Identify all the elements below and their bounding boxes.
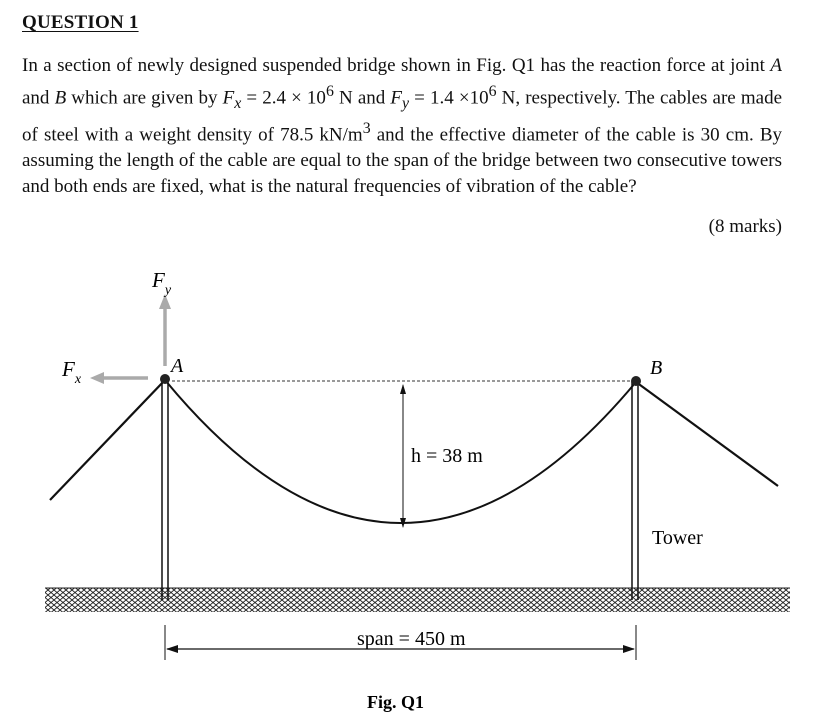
tower-b (632, 382, 638, 600)
figure-caption: Fig. Q1 (367, 692, 424, 712)
joint-a-label: A (171, 355, 184, 377)
text-run: In a section of newly designed suspended bridge shown in Fig. Q1 has the reaction force at joint (22, 55, 771, 76)
ground-hatch (45, 588, 790, 612)
joint-b-dot (631, 376, 641, 386)
joint-a-dot (160, 374, 170, 384)
text-run: and the effective diameter of the cable is 30 cm. By assuming the length of the cable are equal to the span of the bridge between two consecutive towers and both ends are fixed, what is the natural frequencies of vibration of the cable? (22, 124, 783, 197)
span-arrow-left (166, 645, 178, 653)
fy-exponent: 6 (488, 82, 497, 100)
text-run: N and (333, 86, 391, 108)
marks-label: (8 marks) (708, 216, 782, 237)
text-run: which are given by (66, 86, 223, 108)
span-arrow-right (623, 645, 635, 653)
question-heading: QUESTION 1 (22, 12, 139, 33)
fy-subscript: y (402, 94, 410, 112)
bridge-figure (0, 260, 834, 716)
sag-label: h = 38 m (411, 445, 483, 467)
tower-label: Tower (652, 527, 703, 549)
bridge-diagram (0, 260, 834, 716)
text-run: N, respectively. The cables are made of steel with a weight density of 78.5 kN/m (22, 86, 783, 146)
question-text (22, 53, 782, 199)
fx-symbol: F (222, 86, 235, 108)
main-cable (165, 380, 636, 523)
left-backstay-cable (50, 380, 165, 500)
fy-value: = 1.4 ×10 (409, 86, 489, 108)
fx-value: = 2.4 × 10 (241, 86, 326, 108)
fx-subscript: x (234, 94, 242, 112)
fy-symbol: F (390, 86, 402, 108)
fx-label: $F_x$ (62, 357, 82, 387)
fx-arrow-head (90, 372, 104, 384)
joint-a-ref: A (770, 55, 782, 76)
unit-exponent: 3 (362, 120, 371, 138)
fx-exponent: 6 (325, 82, 334, 100)
fy-label: $F_y$ (152, 268, 172, 298)
tower-a (162, 380, 168, 600)
span-label: span = 450 m (357, 628, 466, 650)
sag-arrow-top (400, 384, 406, 394)
joint-b-label: B (650, 357, 663, 379)
text-run: and (22, 86, 55, 108)
joint-b-ref: B (54, 86, 67, 108)
right-backstay-cable (636, 382, 778, 486)
